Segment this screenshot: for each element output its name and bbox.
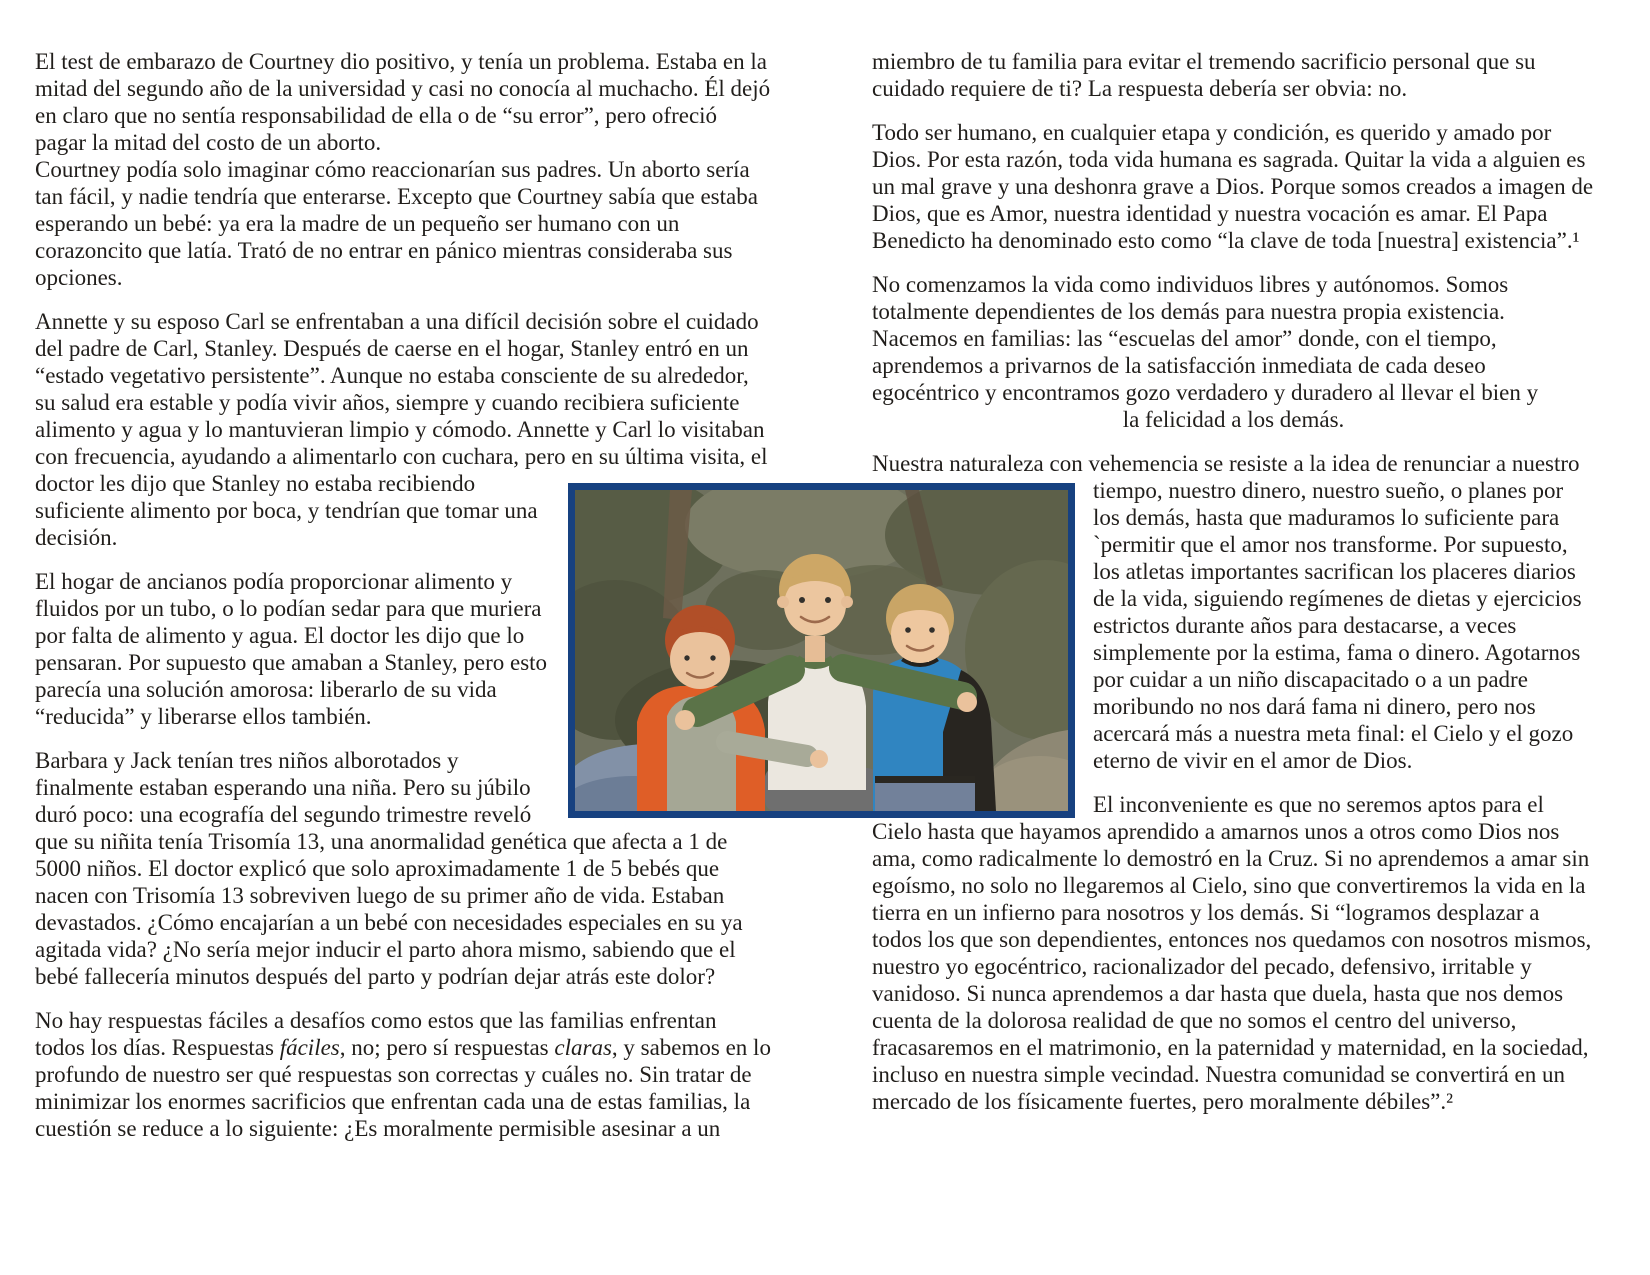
paragraph-annette: Annette y su esposo Carl se enfrentaban a una difícil decisión sobre el cuidado del padre de Carl, Stanley. Después de caerse en el hogar, Stanley entró en un “estado vegetativo persistente”. Aunque no estaba consciente de su alrededor, su salud era estable y podía vivir años, siempre y cuando recibiera suficiente alimento y agua y lo mantuvieran limpio y cómodo. Annette y Carl lo visitaban con frecuencia, ayudando a alimentarlo con cuchara, pero en su última visita, el doctor les dijo que Stanley no estaba recibiendo suficiente alimento por boca, y tendrían que tomar una decisión. xyxy=(35,309,768,550)
paragraph-schools-of-love: No comenzamos la vida como individuos libres y autónomos. Somos totalmente dependientes de los demás para nuestra propia existencia. Nacemos en familias: las “escuelas del amor” donde, con el tiempo, aprendemos a privarnos de la satisfacción inmediata de cada deseo egocéntrico y encontramos gozo verdadero y duradero al llevar el bien y xyxy=(872,272,1539,405)
paragraph-no-easy-answers xyxy=(35,1007,772,1142)
paragraph-family-member: miembro de tu familia para evitar el tremendo sacrificio personal que su cuidado requiere de ti? La respuesta debería ser obvia: no. xyxy=(872,49,1536,101)
three-boys-illustration xyxy=(575,490,1068,811)
emphasized-text: claras xyxy=(554,1035,612,1060)
paragraph-nursing-home: El hogar de ancianos podía proporcionar alimento y fluidos por un tubo, o lo podían sedar para que muriera por falta de alimento y agua. El doctor les dijo que lo pensaran. Por supuesto que amaban a Stanley, pero esto parecía una solución amorosa: liberarlo de su vida “reducida” y liberarse ellos también. xyxy=(35,569,548,729)
emphasized-text: fáciles xyxy=(279,1035,340,1060)
paragraph-sacred-life: Todo ser humano, en cualquier etapa y condición, es querido y amado por Dios. Por esta razón, toda vida humana es sagrada. Quitar la vida a alguien es un mal grave y una deshonra grave a Dios. Porque somos creados a imagen de Dios, que es Amor, nuestra identidad y nuestra vocación es amar. El Papa Benedicto ha denominado esto como “la clave de toda [nuestra] existencia”.¹ xyxy=(872,120,1594,253)
paragraph-inconvenient: El inconveniente es que no seremos aptos para el Cielo hasta que hayamos aprendido a amarnos unos a otros como Dios nos ama, como radicalmente lo demostró en la Cruz. Si no aprendemos a amar sin egoísmo, no solo no llegaremos al Cielo, sino que convertiremos la vida en la tierra en un infierno para nosotros y los demás. Si “logramos desplazar a todos los que son dependientes, entonces nos quedamos con nosotros mismos, nuestro yo egocéntrico, racionalizador del pecado, defensivo, irritable y vanidoso. Si nunca aprendemos a dar hasta que duela, hasta que nos demos cuenta de la dolorosa realidad de que no somos el centro del universo, fracasaremos en el matrimonio, en la paternidad y maternidad, en la sociedad, incluso en nuestra simple vecindad. Nuestra comunidad se convertirá en un mercado de los físicamente fuertes, pero moralmente débiles”.² xyxy=(872,792,1592,1114)
text-segment: , y sabemos en lo profundo de nuestro ser qué respuestas son correctas y cuáles no. Sin tratar de minimizar los enormes sacrificios que enfrentan cada una de estas familias, la cuestión se reduce a lo siguiente: ¿Es moralmente permisible asesinar a un xyxy=(35,1035,771,1141)
paragraph-schools-of-love-last-line: la felicidad a los demás. xyxy=(1122,407,1345,432)
paragraph-courtney-1: El test de embarazo de Courtney dio positivo, y tenía un problema. Estaba en la mitad del segundo año de la universidad y casi no conocía al muchacho. Él dejó en claro que no sentía responsabilidad de ella o de “su error”, pero ofreció pagar la mitad del costo de un aborto. xyxy=(35,49,771,155)
text-segment: , no; pero sí respuestas xyxy=(339,1035,555,1060)
three-boys-photo xyxy=(568,483,1075,818)
paragraph-our-nature: Nuestra naturaleza con vehemencia se resiste a la idea de renunciar a nuestro tiempo, nuestro dinero, nuestro sueño, o planes por los demás, hasta que maduramos lo suficiente para `permitir que el amor nos transforme. Por supuesto, los atletas importantes sacrifican los placeres diarios de la vida, siguiendo regímenes de dietas y ejercicios estrictos durante años para destacarse, a veces simplemente por la estima, fama o dinero. Agotarnos por cuidar a un niño discapacitado o a un padre moribundo no nos dará fama ni dinero, pero nos acercará más a nuestra meta final: el Cielo y el gozo eterno de vivir en el amor de Dios. xyxy=(872,451,1582,773)
text-segment: No hay respuestas fáciles a desafíos como estos que las familias enfrentan todos los días. Respuestas xyxy=(35,1008,717,1060)
paragraph-courtney-2: Courtney podía solo imaginar cómo reaccionarían sus padres. Un aborto sería tan fácil, y nadie tendría que enterarse. Excepto que Courtney sabía que estaba esperando un bebé: ya era la madre de un pequeño ser humano con un corazoncito que latía. Trató de no entrar en pánico mientras consideraba sus opciones. xyxy=(35,157,758,290)
paragraph-barbara-jack: Barbara y Jack tenían tres niños alborotados y finalmente estaban esperando una niña. Pero su júbilo duró poco: una ecografía del segundo trimestre reveló que su niñita tenía Trisomía 13, una anormalidad genética que afecta a 1 de 5000 niños. El doctor explicó que solo aproximadamente 1 de 5 bebés que nacen con Trisomía 13 sobreviven luego de su primer año de vida. Estaban devastados. ¿Cómo encajarían a un bebé con necesidades especiales en su ya agitada vida? ¿No sería mejor inducir el parto ahora mismo, sabiendo que el bebé fallecería minutos después del parto y podrían dejar atrás este dolor? xyxy=(35,748,743,989)
